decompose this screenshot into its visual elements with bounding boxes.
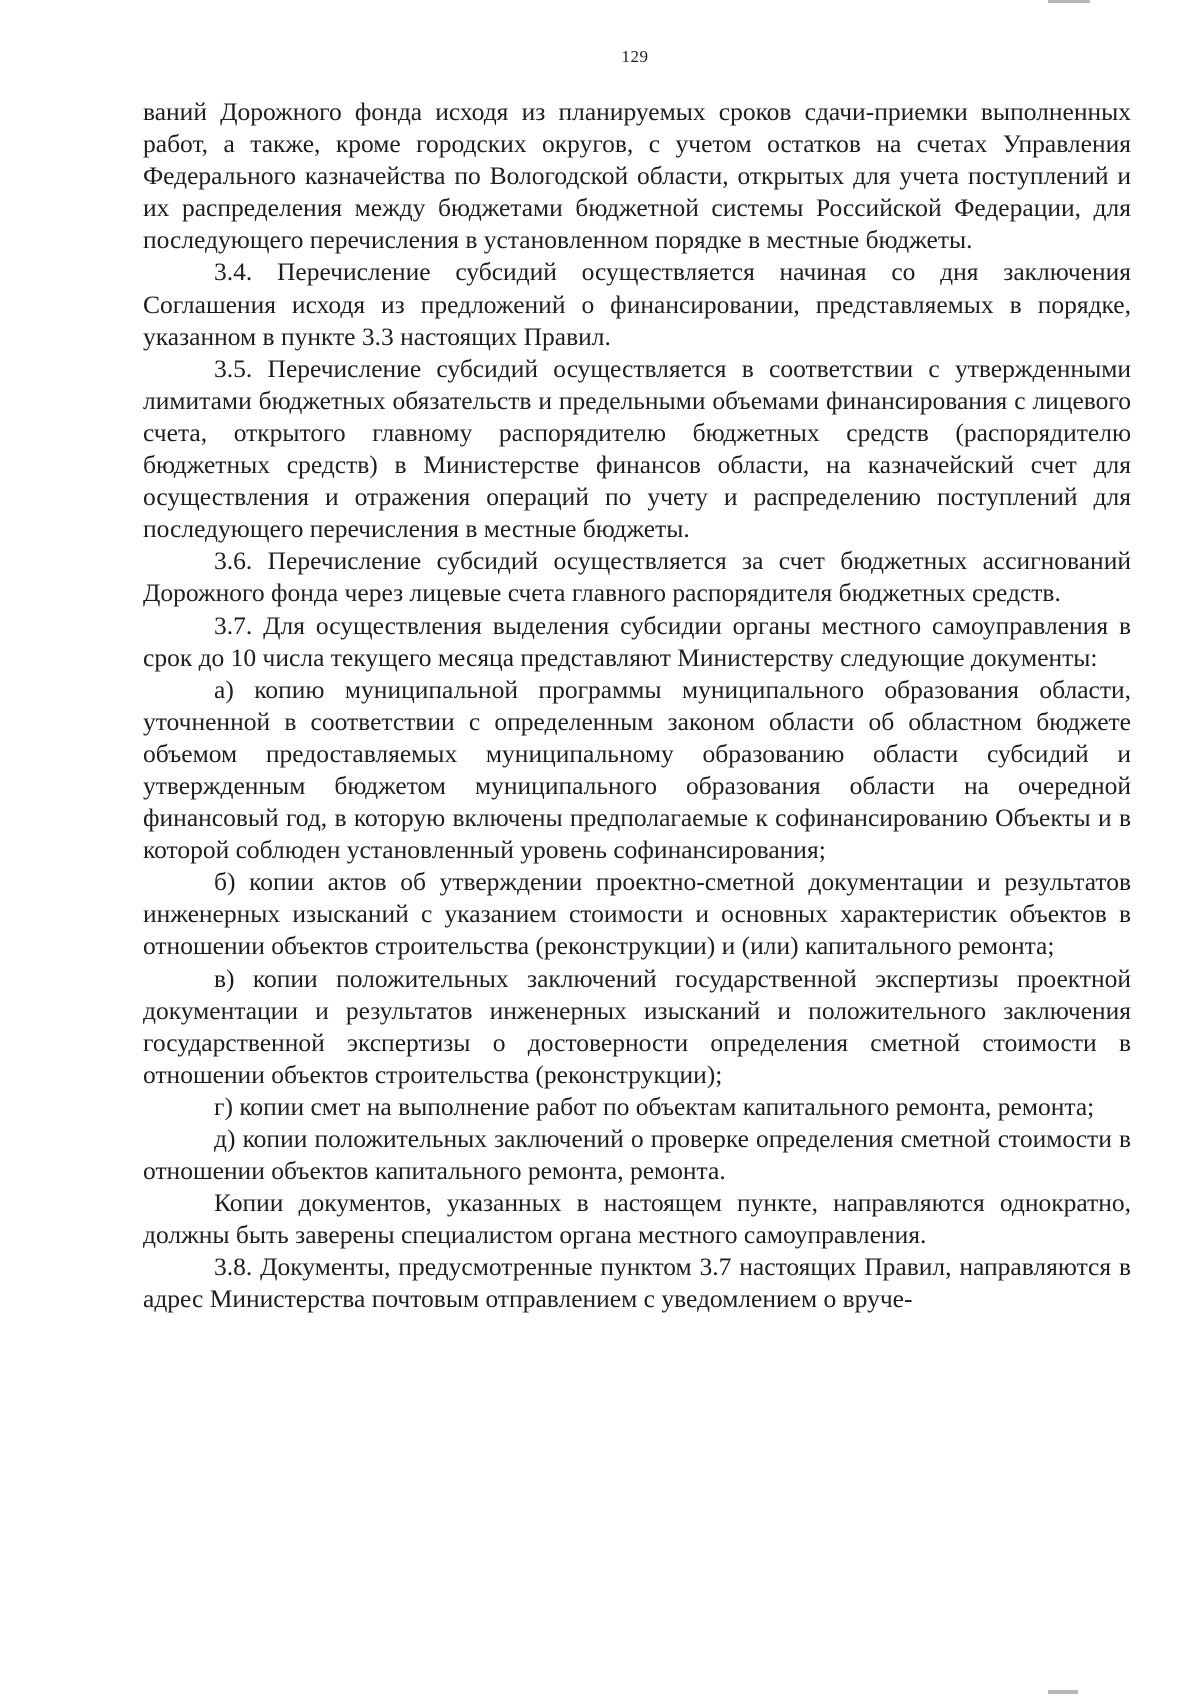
list-item-a: а) копию муниципальной программы муниципального образования области, уточненной в соответствии с определенным законом области об областном бюджете объемом предоставляемых муниципальному образованию области субсидий и утвержденным бюджетом муниципального образования области на очередной финансовый год, в которую включены предполагаемые к софинансированию Объекты и в которой соблюден установленный уровень софинансирования; — [143, 674, 1131, 865]
paragraph-3-5: 3.5. Перечисление субсидий осуществляется в соответствии с утвержденными лимитами бюджетных обязательств и предельными объемами финансирования с лицевого счета, открытого главному распорядителю бюджетных средств (распорядителю бюджетных средств) в Министерстве финансов области, на казначейский счет для осуществления и отражения операций по учету и распределению поступлений для последующего перечисления в местные бюджеты. — [143, 353, 1131, 544]
scan-artifact-top — [1048, 0, 1090, 3]
list-item-v: в) копии положительных заключений государственной экспертизы проектной документации и результатов инженерных изысканий и положительного заключения государственной экспертизы о достоверности определения сметной стоимости в отношении объектов строительства (реконструкции); — [143, 963, 1131, 1089]
document-body — [143, 96, 1131, 1316]
paragraph-3-4: 3.4. Перечисление субсидий осуществляется начиная со дня заключения Соглашения исходя из предложений о финансировании, представляемых в порядке, указанном в пункте 3.3 настоящих Правил. — [143, 257, 1131, 351]
paragraph-continuation: ваний Дорожного фонда исходя из планируемых сроков сдачи-приемки выполненных работ, а также, кроме городских округов, с учетом остатков на счетах Управления Федерального казначейства по Вологодской области, открытых для учета поступлений и их распределения между бюджетами бюджетной системы Российской Федерации, для последующего перечисления в установленном порядке в местные бюджеты. — [143, 97, 1131, 255]
paragraph-3-8: 3.8. Документы, предусмотренные пунктом 3.7 настоящих Правил, направляются в адрес Министерства почтовым отправлением с уведомлением о вруче- — [143, 1252, 1131, 1314]
page-number: 129 — [621, 47, 649, 66]
list-item-g: г) копии смет на выполнение работ по объектам капитального ремонта, ремонта; — [214, 1091, 1095, 1121]
scan-artifact-bottom — [1048, 1690, 1078, 1694]
paragraph-3-6: 3.6. Перечисление субсидий осуществляется за счет бюджетных ассигнований Дорожного фонда через лицевые счета главного распорядителя бюджетных средств. — [143, 546, 1131, 608]
list-item-d: д) копии положительных заключений о проверке определения сметной стоимости в отношении объектов капитального ремонта, ремонта. — [143, 1124, 1131, 1186]
paragraph-copies-note: Копии документов, указанных в настоящем пункте, направляются однократно, должны быть заверены специалистом органа местного самоуправления. — [143, 1188, 1131, 1250]
list-item-b: б) копии актов об утверждении проектно-сметной документации и результатов инженерных изысканий с указанием стоимости и основных характеристик объектов в отношении объектов строительства (реконструкции) и (или) капитального ремонта; — [143, 867, 1131, 961]
paragraph-3-7: 3.7. Для осуществления выделения субсидии органы местного самоуправления в срок до 10 числа текущего месяца представляют Министерству следующие документы: — [143, 610, 1131, 672]
